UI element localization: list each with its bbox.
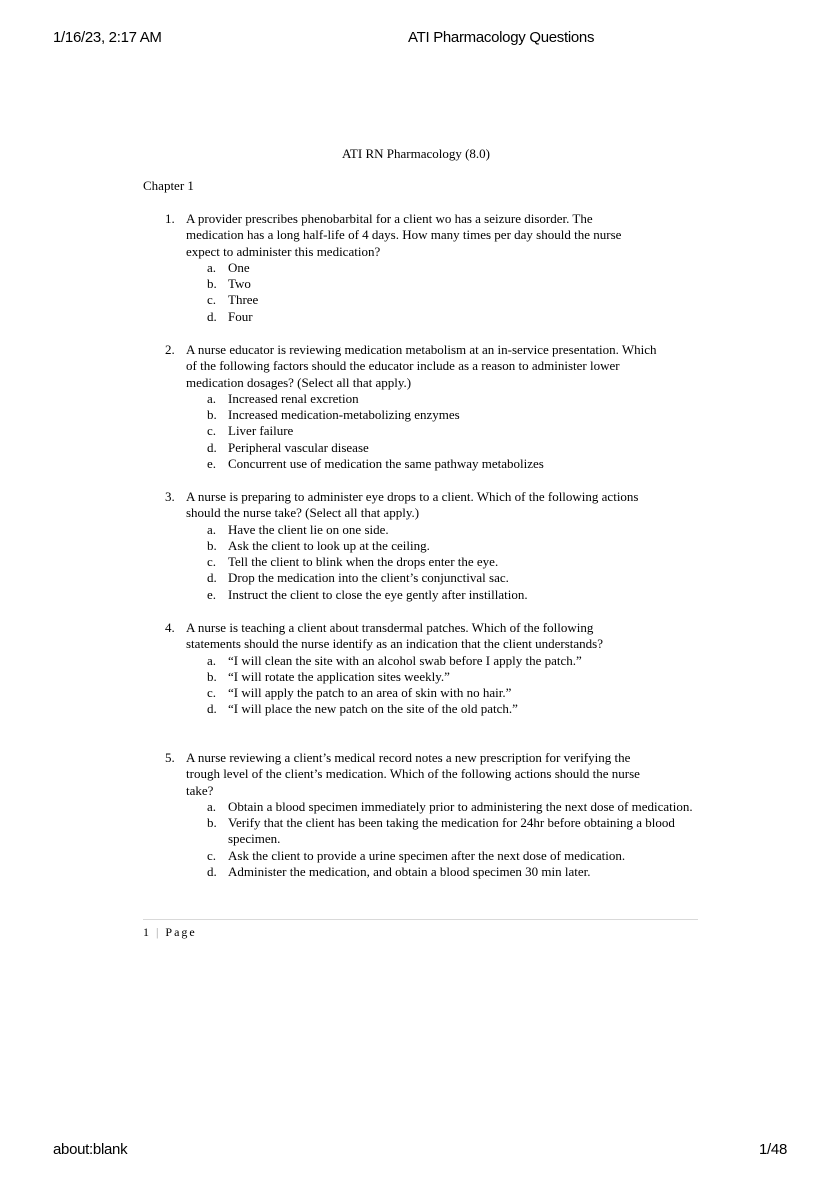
answer-option: a. Increased renal excretion xyxy=(207,390,359,406)
question-3 xyxy=(165,489,645,603)
question-text: A nurse is teaching a client about transdermal patches. Which of the following statements should the nurse identify as an indication that the client understands? xyxy=(186,620,603,652)
print-title: ATI Pharmacology Questions xyxy=(408,29,595,46)
answer-option: b. Two xyxy=(207,276,251,292)
answer-option: b. Verify that the client has been taking the medication for 24hr before obtaining a blood specimen. xyxy=(207,815,675,847)
question-5 xyxy=(165,750,695,880)
question-number: 4. xyxy=(165,620,175,635)
question-text: A nurse reviewing a client’s medical record notes a new prescription for verifying the trough level of the client’s medication. Which of the following actions should the nurse take? xyxy=(186,750,640,798)
page-footer-divider xyxy=(143,919,698,920)
answer-option: b. Increased medication-metabolizing enzymes xyxy=(207,407,460,423)
question-number: 3. xyxy=(165,489,175,504)
page-number: 1 xyxy=(143,925,151,939)
answer-option: c. Tell the client to blink when the drops enter the eye. xyxy=(207,554,499,570)
question-number: 1. xyxy=(165,211,175,226)
answer-option: c. Liver failure xyxy=(207,423,294,439)
answer-option: c. Three xyxy=(207,292,259,308)
question-text: A provider prescribes phenobarbital for a client wo has a seizure disorder. The medication has a long half-life of 4 days. How many times per day should the nurse expect to administer this medication? xyxy=(186,211,622,259)
page-label: Page xyxy=(165,925,197,939)
answer-options xyxy=(207,391,665,472)
answer-option: c. Ask the client to provide a urine specimen after the next dose of medication. xyxy=(207,847,626,863)
print-footer xyxy=(0,1141,840,1161)
answer-option: e. Concurrent use of medication the same pathway metabolizes xyxy=(207,456,544,472)
answer-option: c. “I will apply the patch to an area of skin with no hair.” xyxy=(207,685,512,701)
print-header xyxy=(0,29,840,49)
question-4 xyxy=(165,620,635,718)
chapter-heading: Chapter 1 xyxy=(143,178,194,193)
answer-option: a. One xyxy=(207,259,250,275)
print-url: about:blank xyxy=(53,1141,128,1158)
answer-options xyxy=(207,653,635,718)
answer-option: d. “I will place the new patch on the site of the old patch.” xyxy=(207,701,518,717)
question-2 xyxy=(165,342,665,472)
answer-option: a. Obtain a blood specimen immediately prior to administering the next dose of medication. xyxy=(207,798,693,814)
question-1 xyxy=(165,211,635,325)
print-datetime: 1/16/23, 2:17 AM xyxy=(53,29,162,46)
answer-option: b. “I will rotate the application sites weekly.” xyxy=(207,668,450,684)
document-title: ATI RN Pharmacology (8.0) xyxy=(341,146,491,161)
question-number: 2. xyxy=(165,342,175,357)
answer-option: d. Drop the medication into the client’s conjunctival sac. xyxy=(207,570,509,586)
answer-options xyxy=(207,260,635,325)
page-separator: | xyxy=(156,925,161,939)
answer-option: d. Peripheral vascular disease xyxy=(207,439,369,455)
page-footer xyxy=(143,924,197,940)
question-text: A nurse is preparing to administer eye drops to a client. Which of the following actions should the nurse take? (Select all that apply.) xyxy=(186,489,639,521)
answer-options xyxy=(207,522,645,603)
answer-option: e. Instruct the client to close the eye gently after instillation. xyxy=(207,586,528,602)
answer-option: a. Have the client lie on one side. xyxy=(207,521,389,537)
question-text: A nurse educator is reviewing medication metabolism at an in-service presentation. Which of the following factors should the educator include as a reason to administer lower medication dosages? (Select all that apply.) xyxy=(186,342,657,390)
answer-option: b. Ask the client to look up at the ceiling. xyxy=(207,537,430,553)
answer-options xyxy=(207,799,695,880)
answer-option: d. Four xyxy=(207,308,253,324)
question-number: 5. xyxy=(165,750,175,765)
print-page-count: 1/48 xyxy=(759,1141,787,1158)
answer-option: d. Administer the medication, and obtain a blood specimen 30 min later. xyxy=(207,864,591,880)
answer-option: a. “I will clean the site with an alcohol swab before I apply the patch.” xyxy=(207,652,582,668)
